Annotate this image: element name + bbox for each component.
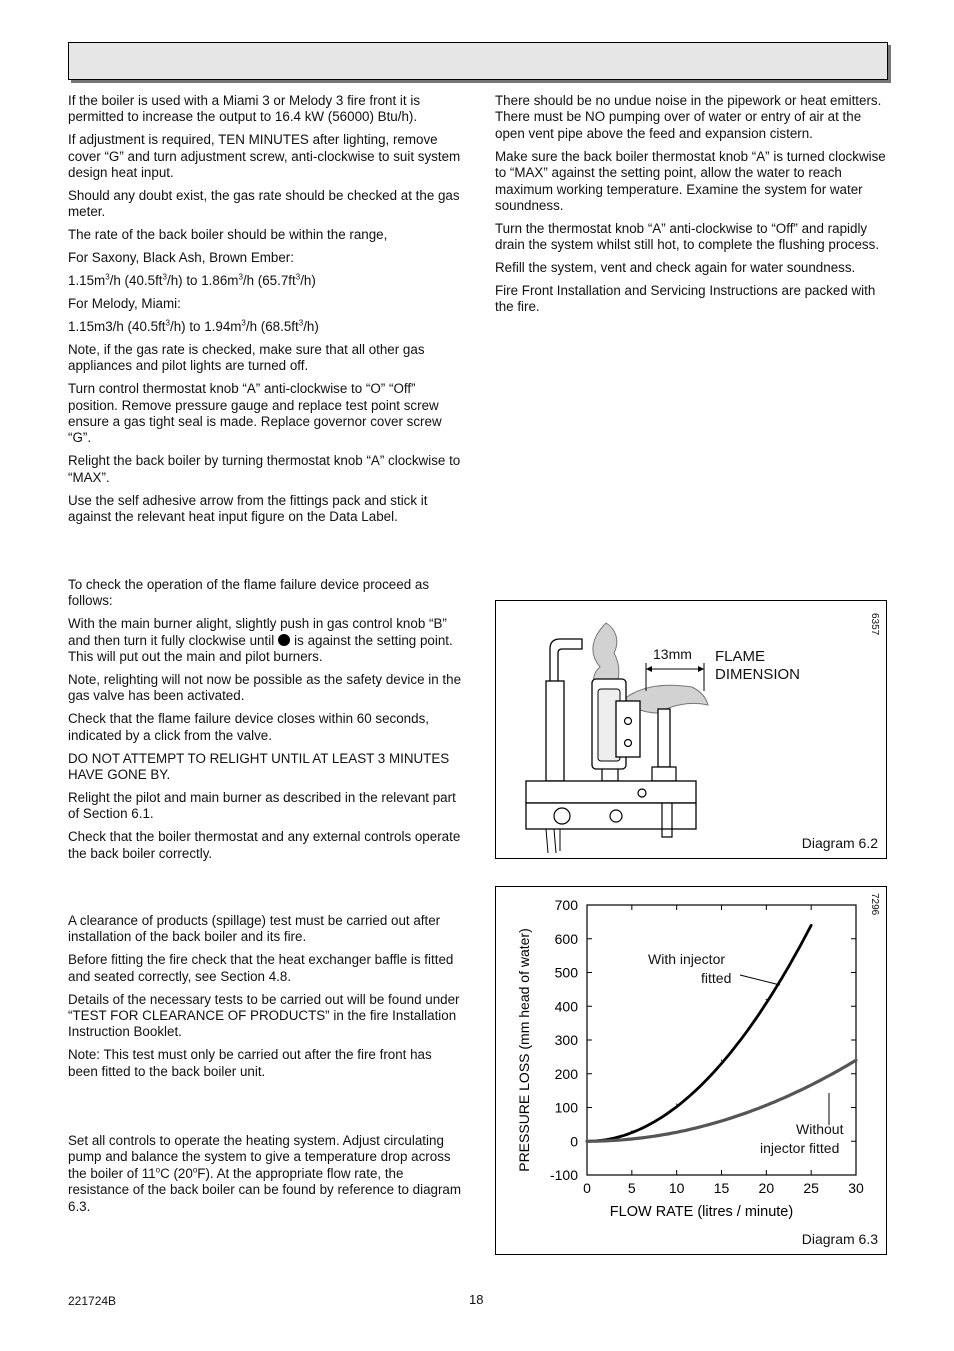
series-label-with-injector: With injector: [648, 951, 726, 967]
data-point: [676, 1131, 677, 1132]
x-tick-label: 30: [848, 1180, 864, 1196]
flame-dimension-label: DIMENSION: [715, 666, 801, 683]
burner-base: [526, 781, 696, 803]
series-label-without-injector: Without: [796, 1121, 844, 1137]
paragraph: Relight the back boiler by turning thermostat knob “A” clockwise to “MAX”.: [68, 453, 461, 485]
valve-port: [610, 810, 622, 822]
paragraph: Fire Front Installation and Servicing Instructions are packed with the fire.: [495, 283, 876, 315]
section-header-bar: [68, 42, 888, 80]
data-point: [631, 1138, 632, 1139]
pilot-nut: [602, 769, 618, 781]
supply-wires: [546, 829, 560, 853]
valve-port: [554, 808, 570, 824]
flame-failure-section: [68, 577, 463, 869]
x-tick-label: 5: [627, 1180, 636, 1196]
paragraph: Should any doubt exist, the gas rate should be checked at the gas meter.: [68, 188, 460, 220]
pressure-loss-chart: [496, 887, 886, 1254]
paragraph: Note, relighting will not now be possible as the safety device in the gas valve has been activated.: [68, 672, 462, 704]
page-number: 18: [469, 1292, 484, 1307]
y-tick-label: 200: [554, 1065, 578, 1082]
paragraph: Before fitting the fire check that the heat exchanger baffle is fitted and seated correctly, see Section 4.8.: [68, 952, 454, 984]
y-tick-label: 500: [554, 964, 578, 981]
paragraph: Relight the pilot and main burner as described in the relevant part of Section 6.1.: [68, 789, 456, 822]
leader-line: [740, 975, 780, 985]
data-point: [721, 1060, 722, 1061]
paragraph: Check that the flame failure device closes within 60 seconds, indicated by a click from the valve.: [68, 711, 429, 743]
x-tick-label: 10: [668, 1180, 685, 1196]
y-tick-label: -100: [549, 1167, 578, 1183]
data-point: [855, 1060, 856, 1061]
electrode-post: [546, 681, 564, 781]
paragraph: Note: This test must only be carried out after the fire front has been fitted to the back boiler unit.: [68, 1047, 432, 1079]
paragraph: Check that the boiler thermostat and any external controls operate the back boiler correctly.: [68, 829, 461, 861]
y-tick-label: 100: [554, 1099, 578, 1116]
flame-dimension-label: FLAME: [715, 648, 766, 665]
data-point: [766, 999, 767, 1000]
x-tick-label: 15: [713, 1180, 730, 1196]
y-tick-label: 300: [554, 1032, 578, 1048]
dimension-label: 13mm: [653, 646, 692, 662]
bracket-hole: [625, 740, 632, 747]
data-point: [811, 925, 812, 926]
data-point: [811, 1085, 812, 1086]
data-point: [766, 1105, 767, 1106]
diagram-code: 6357: [869, 613, 880, 636]
paragraph: Use the self adhesive arrow from the fittings pack and stick it against the relevant heat input figure on the Data Label.: [68, 492, 428, 525]
series-label-without-injector: injector fitted: [760, 1140, 840, 1156]
thermocouple: [658, 709, 670, 767]
data-point: [721, 1120, 722, 1121]
paragraph: If the boiler is used with a Miami 3 or Melody 3 fire front it is permitted to increase the output to 16.4 kW (56000) Btu/h).: [68, 93, 421, 125]
diagram-6-3-pressure-loss: [495, 886, 887, 1255]
y-axis-label: PRESSURE LOSS (mm head of water): [516, 928, 532, 1172]
diagram-code: 7296: [869, 893, 880, 916]
x-tick-label: 20: [758, 1180, 775, 1196]
document-code: 221724B: [68, 1294, 117, 1308]
series-label-with-injector: fitted: [701, 970, 732, 986]
y-tick-label: 400: [554, 998, 578, 1015]
data-point: [676, 1104, 677, 1105]
paragraph: With the main burner alight, slightly push in gas control knob “B” and then turn it fully clockwise until is against the setting point. This will put out the main and pilot burners.: [68, 616, 453, 665]
y-tick-label: 0: [570, 1133, 578, 1150]
balancing-section: [68, 1133, 463, 1222]
bracket-hole: [625, 718, 632, 725]
paragraph: Details of the necessary tests to be carried out will be found under “TEST FOR CLEARANCE OF PRODUCTS” in the fire Installation Instruction Booklet.: [68, 991, 460, 1040]
paragraph: Turn control thermostat knob “A” anti-clockwise to “O” “Off” position. Remove pressure gauge and replace test point screw ensure a gas tight seal is made. Replace governor cover screw “G”.: [68, 381, 442, 446]
y-tick-label: 600: [554, 930, 578, 947]
paragraph: There should be no undue noise in the pipework or heat emitters. There must be NO pumping over of water or entry of air at the open vent pipe above the feed and expansion cistern.: [495, 93, 882, 141]
pilot-burner-illustration: [496, 601, 886, 858]
paragraph: Note, if the gas rate is checked, make sure that all other gas appliances and pilot lights are turned off.: [68, 341, 425, 374]
x-tick-label: 25: [803, 1180, 819, 1196]
paragraph: The rate of the back boiler should be within the range,: [68, 227, 388, 243]
gas-rate-range-1: $1.15m^3/h$ $(40.5ft^3/h)$ to $1.86m^3/h$ $(65.7ft^3/h)$: [68, 272, 316, 289]
paragraph: Refill the system, vent and check again for water soundness.: [495, 260, 856, 276]
gas-rate-section: [68, 93, 463, 532]
base-screw: [638, 789, 646, 797]
paragraph: DO NOT ATTEMPT TO RELIGHT UNTIL AT LEAST 3 MINUTES HAVE GONE BY.: [68, 750, 450, 783]
x-axis-label: FLOW RATE (litres / minute): [609, 1204, 794, 1220]
paragraph: If adjustment is required, TEN MINUTES after lighting, remove cover “G” and turn adjustment screw, anti-clockwise to suit system design heat input.: [68, 132, 461, 181]
thermocouple-nut: [652, 767, 676, 781]
mounting-bracket: [616, 701, 640, 757]
diagram-caption: Diagram 6.2: [801, 835, 878, 851]
diagram-6-2-pilot-flame: [495, 600, 887, 859]
data-point: [631, 1131, 632, 1132]
data-point: [586, 1141, 587, 1142]
pilot-pipe: [550, 639, 582, 687]
flushing-section: [495, 93, 890, 322]
paragraph: Make sure the back boiler thermostat knob “A” is turned clockwise to “MAX” against the setting point, allow the water to reach maximum working temperature. Examine the system for water soundness.: [495, 148, 886, 213]
paragraph: A clearance of products (spillage) test must be carried out after installation of the back boiler and its fire.: [68, 913, 441, 945]
paragraph: Turn the thermostat knob “A” anti-clockwise to “Off” and rapidly drain the system whilst still hot, to complete the flushing process.: [495, 220, 880, 253]
x-tick-label: 0: [583, 1180, 591, 1196]
paragraph: To check the operation of the flame failure device proceed as follows:: [68, 577, 430, 609]
paragraph: Set all controls to operate the heating system. Adjust circulating pump and balance the system to give a temperature drop across the boiler of 11$^o$C (20$^o$F). At the appropriate flow rate, the resistance of the back boiler can be found by reference to diagram 6.3.: [68, 1133, 462, 1214]
spillage-test-section: [68, 913, 463, 1087]
paragraph: For Melody, Miami:: [68, 296, 181, 312]
paragraph: For Saxony, Black Ash, Brown Ember:: [68, 250, 294, 266]
y-tick-label: 700: [554, 897, 578, 913]
knob-position-dot-icon: [278, 634, 290, 646]
gas-rate-range-2: 1.15m3/h $(40.5ft^3/h)$ to $1.94m^3/h$ $(68.5ft^3/h)$: [68, 318, 319, 334]
diagram-caption: Diagram 6.3: [801, 1231, 878, 1247]
